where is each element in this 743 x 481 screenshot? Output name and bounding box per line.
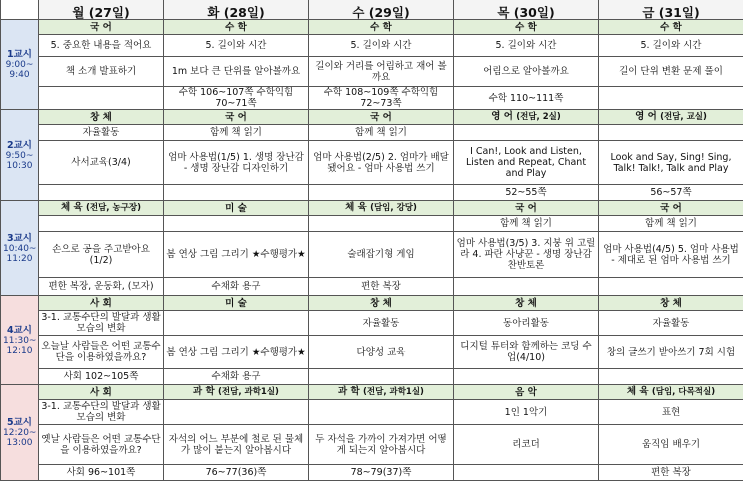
period-label-cell	[1, 385, 39, 481]
subject-fri	[599, 201, 743, 216]
subject-name: 사 회	[90, 298, 112, 309]
period-2-row-4	[1, 185, 743, 201]
lesson-detail-mon-2: 오늘날 사람들은 어떤 교통수단을 이용하였을까요?	[39, 336, 164, 369]
lesson-detail-fri-1: 자율활동	[599, 311, 743, 336]
lesson-detail-tue-3: 수채화 용구	[164, 369, 309, 385]
lesson-detail-wed-2: 길이와 거리를 어림하고 재어 볼까요	[309, 57, 454, 87]
lesson-detail-tue-2: 1m 보다 큰 단위를 알아볼까요	[164, 57, 309, 87]
lesson-detail-thu-1: 함께 책 읽기	[454, 216, 599, 232]
period-4-row-3	[1, 336, 743, 369]
subject-name: 과 학	[338, 386, 360, 397]
lesson-detail-tue-2: 봄 연상 그림 그리기 ★수행평가★	[164, 232, 309, 278]
subject-name: 영 어	[635, 111, 657, 122]
lesson-detail-thu-3: 52~55쪽	[454, 185, 599, 201]
lesson-detail-thu-2: 엄마 사용법(3/5) 3. 지붕 위 고릴라 4. 파란 사냥꾼 - 생명 장난감 찬반토론	[454, 232, 599, 278]
lesson-detail-thu-1: 동아리활동	[454, 311, 599, 336]
subject-name: 창 체	[660, 298, 682, 309]
lesson-detail-tue-1	[164, 311, 309, 336]
lesson-detail-thu-3	[454, 369, 599, 385]
day-header-thu: 목 (30일)	[454, 0, 599, 20]
lesson-detail-mon-1	[39, 216, 164, 232]
lesson-detail-fri-3	[599, 87, 743, 110]
lesson-detail-thu-2: 어림으로 알아볼까요	[454, 57, 599, 87]
period-time: 9:00~ 9:40	[3, 60, 36, 80]
lesson-detail-fri-1	[599, 125, 743, 141]
period-3-row-4	[1, 278, 743, 296]
subject-thu	[454, 201, 599, 216]
subject-name: 국 어	[225, 112, 247, 123]
subject-name: 국 어	[515, 203, 537, 214]
period-label-cell	[1, 110, 39, 201]
subject-note: (전담, 농구장)	[86, 203, 141, 213]
period-4-row-4	[1, 369, 743, 385]
period-3-row-3	[1, 232, 743, 278]
subject-mon	[39, 296, 164, 311]
subject-name: 국 어	[370, 112, 392, 123]
subject-name: 과 학	[193, 386, 215, 397]
subject-thu	[454, 296, 599, 311]
lesson-detail-fri-1: 표현	[599, 400, 743, 425]
subject-wed	[309, 296, 454, 311]
subject-tue	[164, 110, 309, 125]
lesson-detail-thu-3	[454, 278, 599, 296]
lesson-detail-fri-2: 움직임 배우기	[599, 425, 743, 465]
lesson-detail-wed-1	[309, 216, 454, 232]
period-2-row-3	[1, 141, 743, 185]
lesson-detail-thu-1: 5. 길이와 시간	[454, 35, 599, 57]
period-label-cell	[1, 296, 39, 385]
period-4-row-2	[1, 311, 743, 336]
period-label-cell	[1, 20, 39, 110]
lesson-detail-fri-3: 56~57쪽	[599, 185, 743, 201]
lesson-detail-fri-1: 함께 책 읽기	[599, 216, 743, 232]
corner-cell	[1, 0, 39, 20]
subject-mon	[39, 201, 164, 216]
subject-wed	[309, 385, 454, 400]
period-3-row-1	[1, 201, 743, 216]
lesson-detail-wed-1: 5. 길이와 시간	[309, 35, 454, 57]
period-5-row-4	[1, 465, 743, 481]
period-1-row-3	[1, 57, 743, 87]
period-name: 1교시	[3, 49, 36, 60]
subject-name: 수 학	[370, 22, 392, 33]
lesson-detail-fri-2: Look and Say, Sing! Sing, Talk! Talk!, Talk and Play	[599, 141, 743, 185]
subject-fri	[599, 110, 743, 125]
period-name: 2교시	[3, 140, 36, 151]
lesson-detail-mon-3: 사회 102~105쪽	[39, 369, 164, 385]
period-1-row-1	[1, 20, 743, 35]
lesson-detail-wed-3: 78~79(37)쪽	[309, 465, 454, 481]
lesson-detail-wed-3: 수학 108~109쪽 수학익힘 72~73쪽	[309, 87, 454, 110]
lesson-detail-wed-2: 다양성 교육	[309, 336, 454, 369]
lesson-detail-mon-3	[39, 87, 164, 110]
subject-fri	[599, 296, 743, 311]
lesson-detail-mon-1: 자율활동	[39, 125, 164, 141]
subject-tue	[164, 20, 309, 35]
lesson-detail-mon-3	[39, 185, 164, 201]
subject-tue	[164, 296, 309, 311]
subject-name: 사 회	[90, 387, 112, 398]
subject-wed	[309, 201, 454, 216]
lesson-detail-thu-3: 수학 110~111쪽	[454, 87, 599, 110]
subject-thu	[454, 110, 599, 125]
subject-wed	[309, 20, 454, 35]
lesson-detail-mon-1: 3-1. 교통수단의 발달과 생활 모습의 변화	[39, 400, 164, 425]
subject-mon	[39, 20, 164, 35]
lesson-detail-mon-2: 책 소개 발표하기	[39, 57, 164, 87]
lesson-detail-mon-1: 5. 중요한 내용을 적어요	[39, 35, 164, 57]
period-name: 3교시	[3, 233, 36, 244]
subject-fri	[599, 20, 743, 35]
subject-tue	[164, 201, 309, 216]
subject-name: 미 술	[225, 203, 247, 214]
period-2-row-1	[1, 110, 743, 125]
lesson-detail-tue-1	[164, 400, 309, 425]
lesson-detail-thu-2: 리코더	[454, 425, 599, 465]
lesson-detail-thu-1	[454, 125, 599, 141]
period-4-row-1	[1, 296, 743, 311]
period-2-row-2	[1, 125, 743, 141]
subject-mon	[39, 385, 164, 400]
period-label-cell	[1, 201, 39, 296]
period-time: 9:50~ 10:30	[3, 151, 36, 171]
subject-name: 창 체	[515, 298, 537, 309]
lesson-detail-wed-1	[309, 400, 454, 425]
day-header-wed: 수 (29일)	[309, 0, 454, 20]
lesson-detail-tue-1: 함께 책 읽기	[164, 125, 309, 141]
period-5-row-2	[1, 400, 743, 425]
lesson-detail-fri-3: 편한 복장	[599, 465, 743, 481]
lesson-detail-mon-3: 사회 96~101쪽	[39, 465, 164, 481]
subject-name: 체 육	[345, 202, 367, 213]
lesson-detail-wed-1: 자율활동	[309, 311, 454, 336]
lesson-detail-tue-2: 자석의 어느 부분에 철로 된 물체가 많이 붙는지 알아봅시다	[164, 425, 309, 465]
subject-note: (전담, 과학1실)	[218, 387, 279, 397]
subject-name: 수 학	[515, 22, 537, 33]
lesson-detail-tue-3	[164, 185, 309, 201]
lesson-detail-wed-2: 술래잡기형 게임	[309, 232, 454, 278]
subject-name: 창 체	[90, 112, 112, 123]
subject-name: 영 어	[491, 111, 513, 122]
subject-note: (담임, 다목적실)	[652, 387, 715, 397]
period-5-row-1	[1, 385, 743, 400]
period-1-row-4	[1, 87, 743, 110]
lesson-detail-tue-1: 5. 길이와 시간	[164, 35, 309, 57]
lesson-detail-tue-3: 수학 106~107쪽 수학익힘 70~71쪽	[164, 87, 309, 110]
lesson-detail-wed-2: 두 자석을 가까이 가져가면 어떻게 되는지 알아봅시다	[309, 425, 454, 465]
period-time: 12:20~ 13:00	[3, 428, 36, 448]
subject-fri	[599, 385, 743, 400]
lesson-detail-tue-3: 76~77(36)쪽	[164, 465, 309, 481]
lesson-detail-fri-3	[599, 369, 743, 385]
lesson-detail-fri-3	[599, 278, 743, 296]
lesson-detail-fri-2: 창의 글쓰기 받아쓰기 7회 시험	[599, 336, 743, 369]
period-1-row-2	[1, 35, 743, 57]
lesson-detail-mon-3: 편한 복장, 운동화, (모자)	[39, 278, 164, 296]
lesson-detail-tue-1	[164, 216, 309, 232]
subject-note: (전담, 2실)	[516, 112, 561, 122]
lesson-detail-thu-3	[454, 465, 599, 481]
lesson-detail-mon-2: 사서교육(3/4)	[39, 141, 164, 185]
subject-name: 체 육	[61, 202, 83, 213]
subject-thu	[454, 385, 599, 400]
lesson-detail-fri-1: 5. 길이와 시간	[599, 35, 743, 57]
period-3-row-2	[1, 216, 743, 232]
subject-name: 창 체	[370, 298, 392, 309]
lesson-detail-wed-3: 편한 복장	[309, 278, 454, 296]
subject-mon	[39, 110, 164, 125]
lesson-detail-tue-3: 수채화 용구	[164, 278, 309, 296]
lesson-detail-mon-2: 손으로 공을 주고받아요(1/2)	[39, 232, 164, 278]
lesson-detail-thu-2: 디지털 튜터와 함께하는 코딩 수업(4/10)	[454, 336, 599, 369]
subject-tue	[164, 385, 309, 400]
subject-name: 수 학	[225, 22, 247, 33]
period-time: 10:40~ 11:20	[3, 244, 36, 264]
lesson-detail-tue-2: 엄마 사용법(1/5) 1. 생명 장난감 - 생명 장난감 디자인하기	[164, 141, 309, 185]
period-name: 5교시	[3, 417, 36, 428]
lesson-detail-fri-2: 엄마 사용법(4/5) 5. 엄마 사용법 - 제대로 된 엄마 사용법 쓰기	[599, 232, 743, 278]
lesson-detail-thu-2: I Can!, Look and Listen, Listen and Repeat, Chant and Play	[454, 141, 599, 185]
day-header-mon: 월 (27일)	[39, 0, 164, 20]
lesson-detail-wed-3	[309, 185, 454, 201]
subject-name: 체 육	[627, 386, 649, 397]
day-header-fri: 금 (31일)	[599, 0, 743, 20]
period-name: 4교시	[3, 325, 36, 336]
subject-note: (담임, 강당)	[370, 203, 417, 213]
lesson-detail-mon-1: 3-1. 교통수단의 발달과 생활 모습의 변화	[39, 311, 164, 336]
lesson-detail-wed-3	[309, 369, 454, 385]
lesson-detail-thu-1: 1인 1악기	[454, 400, 599, 425]
period-5-row-3	[1, 425, 743, 465]
subject-wed	[309, 110, 454, 125]
subject-name: 수 학	[660, 22, 682, 33]
subject-name: 국 어	[660, 203, 682, 214]
day-header-tue: 화 (28일)	[164, 0, 309, 20]
period-time: 11:30~ 12:10	[3, 336, 36, 356]
day-header-row	[1, 0, 743, 20]
subject-name: 음 악	[515, 387, 537, 398]
lesson-detail-fri-2: 길이 단위 변환 문제 풀이	[599, 57, 743, 87]
subject-name: 국 어	[90, 22, 112, 33]
subject-name: 미 술	[225, 298, 247, 309]
lesson-detail-tue-2: 봄 연상 그림 그리기 ★수행평가★	[164, 336, 309, 369]
lesson-detail-mon-2: 옛날 사람들은 어떤 교통수단을 이용하였을까요?	[39, 425, 164, 465]
subject-note: (전담, 교실)	[660, 112, 707, 122]
lesson-detail-wed-1: 함께 책 읽기	[309, 125, 454, 141]
subject-note: (전담, 과학1실)	[363, 387, 424, 397]
subject-thu	[454, 20, 599, 35]
lesson-detail-wed-2: 엄마 사용법(2/5) 2. 엄마가 배달됐어요 - 엄마 사용법 쓰기	[309, 141, 454, 185]
